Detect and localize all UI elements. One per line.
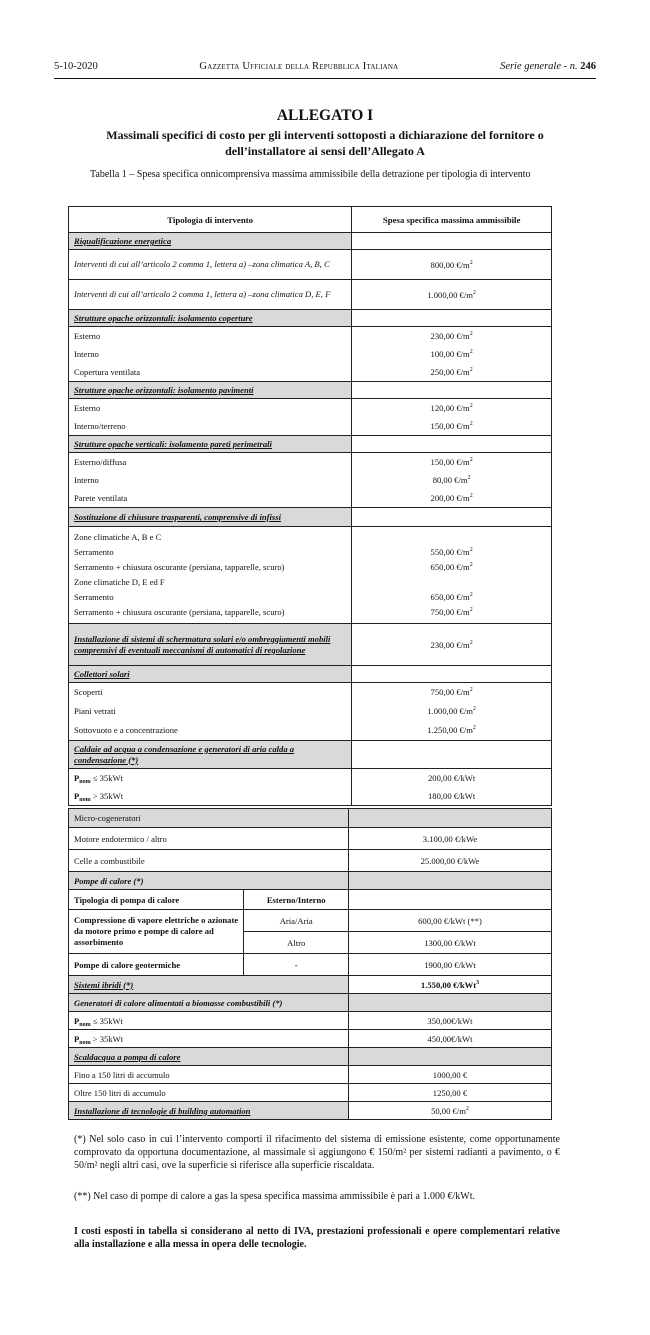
cost-table-2 (68, 808, 552, 1120)
row-values (352, 527, 552, 624)
row-value: 450,00€/kWt (348, 1030, 551, 1048)
row-value: 1.250,00 $€/m^2$ (427, 725, 476, 735)
row-value: 200,00 $€/m^2$ (430, 493, 473, 503)
header-date: 5-10-2020 (54, 61, 98, 72)
row-mid: - (244, 954, 349, 976)
row-labels (69, 683, 352, 741)
row-value: 50,00 $€/m^2$ (348, 1102, 551, 1120)
row-labels (69, 527, 352, 624)
zone-label: Zone climatiche A, B e C (74, 532, 162, 542)
section-row (69, 872, 552, 890)
row-value: 1900,00 €/kWt (348, 954, 551, 976)
table-row (69, 910, 552, 932)
section-row (69, 1102, 552, 1120)
section-row (69, 508, 552, 527)
section-row (69, 436, 552, 453)
table-row (69, 1030, 552, 1048)
section-row (69, 1048, 552, 1066)
annex-subtitle: Massimali specifici di costo per gli interventi sottoposti a dichiarazione del fornitore o dell’installatore ai sensi dell’Allegato A (106, 128, 544, 158)
section-row (69, 382, 552, 399)
row-values (352, 327, 552, 382)
table-row-group (69, 527, 552, 624)
row-mid: Altro (244, 932, 349, 954)
subheader-ext-int: Esterno/Interno (244, 890, 349, 910)
col-header-type: Tipologia di intervento (69, 207, 352, 233)
subheader-type: Tipologia di pompa di calore (69, 890, 244, 910)
row-label: Sottovuoto e a concentrazione (74, 725, 178, 735)
row-value: 100,00 $€/m^2$ (430, 349, 473, 359)
row-label: Interno (74, 475, 99, 485)
row-mid: Aria/Aria (244, 910, 349, 932)
section-row (69, 994, 552, 1012)
row-label: Serramento + chiusura oscurante (persiana, tapparelle, scuro) (74, 562, 285, 572)
row-value: 120,00 $€/m^2$ (430, 403, 473, 413)
row-value: 650,00 $€/m^2$ (430, 592, 473, 602)
section-row (69, 624, 552, 666)
zone-label: Zone climatiche D, E ed F (74, 577, 165, 587)
row-labels (69, 327, 352, 382)
page-header (54, 61, 596, 77)
row-label: Esterno (74, 403, 101, 413)
table-row (69, 1066, 552, 1084)
row-label: Motore endotermico / altro (69, 828, 349, 850)
header-series (500, 61, 596, 72)
row-label: Parete ventilata (74, 493, 128, 503)
row-labels (69, 769, 352, 806)
row-label: Scoperti (74, 687, 103, 697)
row-value: 650,00 $€/m^2$ (430, 562, 473, 572)
table-row-group (69, 683, 552, 741)
row-values (352, 683, 552, 741)
row-labels (69, 453, 352, 508)
row-label: Interventi di cui all’articolo 2 comma 1, lettera a) –zona climatica D, E, F (69, 280, 352, 310)
row-label: Esterno/diffusa (74, 457, 127, 467)
row-label: Pompe di calore geotermiche (69, 954, 244, 976)
row-value: 230,00 $€/m^2$ (352, 624, 552, 666)
row-value: 550,00 $€/m^2$ (430, 547, 473, 557)
section-row (69, 666, 552, 683)
table-row-group (69, 769, 552, 806)
table-row-group (69, 453, 552, 508)
table-row (69, 1084, 552, 1102)
section-title: Strutture opache orizzontali: isolamento pavimenti (69, 382, 352, 399)
row-value: 800,00 $€/m^2$ (352, 250, 552, 280)
footnote-single-asterisk: (*) Nel solo caso in cui l’intervento comporti il rifacimento del sistema di emissione esistente, come opportunamente comprovato da opportuna documentazione, al massimale si aggiungono € 150/m² per sistemi radianti a pavimento, o € 50/m² negli altri casi, ove la superficie si riferisce alla superficie riscaldata. (74, 1134, 560, 1171)
row-values (352, 453, 552, 508)
section-title: Installazione di tecnologie di building automation (69, 1102, 349, 1120)
header-gazette: Gazzetta Ufficiale della Repubblica Italiana (199, 61, 399, 72)
table-row (69, 828, 552, 850)
row-values (352, 769, 552, 806)
section-title: Micro-cogeneratori (69, 809, 349, 828)
section-title: Sistemi ibridi (*) (69, 976, 349, 994)
section-title: Scaldacqua a pompa di calore (69, 1048, 349, 1066)
row-value: 150,00 $€/m^2$ (430, 457, 473, 467)
row-value: 250,00 $€/m^2$ (430, 367, 473, 377)
section-title: Pompe di calore (*) (69, 872, 349, 890)
row-label: Serramento (74, 547, 114, 557)
row-label: $P_{nom} \le 35kWt$ (69, 1012, 349, 1030)
table-row (69, 250, 552, 280)
table-row-group (69, 327, 552, 382)
section-row (69, 741, 552, 769)
row-value: 1300,00 €/kWt (348, 932, 551, 954)
row-value: 3.100,00 €/kWe (348, 828, 551, 850)
row-label: Copertura ventilata (74, 367, 141, 377)
table-subheader-row (69, 890, 552, 910)
section-title: Strutture opache verticali: isolamento pareti perimetrali (69, 436, 352, 453)
row-value: 80,00 $€/m^2$ (432, 475, 471, 485)
row-label: Serramento (74, 592, 114, 602)
annex-title: ALLEGATO I (276, 107, 374, 124)
header-rule (54, 78, 596, 79)
header-series-number: 246 (580, 61, 596, 72)
row-value: 25.000,00 €/kWe (348, 850, 551, 872)
row-value: 600,00 €/kWt (**) (348, 910, 551, 932)
section-row (69, 809, 552, 828)
row-value: 200,00 €/kWt (427, 773, 476, 783)
section-title: Installazione di sistemi di schermatura solari e/o ombreggiamenti mobili comprensivi di eventuali meccanismi di automatici di regolazione (69, 624, 352, 666)
row-label: Interno/terreno (74, 421, 126, 431)
row-value: 1.000,00 $€/m^2$ (427, 706, 476, 716)
row-value: 1000,00 € (348, 1066, 551, 1084)
row-value: 180,00 €/kWt (427, 791, 476, 801)
section-title: Collettori solari (69, 666, 352, 683)
row-label: Piani vetrati (74, 706, 116, 716)
section-title: Riqualificazione energetica (69, 233, 352, 250)
section-title: Caldaie ad acqua a condensazione e generatori di aria calda a condensazione (*) (69, 741, 352, 769)
table-row (69, 1012, 552, 1030)
row-value: 1.550,00 €/kWt$^3$ (348, 976, 551, 994)
row-value: 1250,00 € (348, 1084, 551, 1102)
row-label: Celle a combustibile (69, 850, 349, 872)
row-label: Interno (74, 349, 99, 359)
row-value: 750,00 $€/m^2$ (430, 687, 473, 697)
row-label: Compressione di vapore elettriche o azionate da motore primo e pompe di calore ad assorbimento (69, 910, 244, 954)
row-value: 1.000,00 $€/m^2$ (352, 280, 552, 310)
table-caption: Tabella 1 – Spesa specifica onnicomprensiva massima ammissibile della detrazione per tipologia di intervento (90, 169, 531, 180)
section-row (69, 310, 552, 327)
table-row (69, 280, 552, 310)
section-row (69, 976, 552, 994)
row-label: Serramento + chiusura oscurante (persiana, tapparelle, scuro) (74, 607, 285, 617)
closing-statement: I costi esposti in tabella si considerano al netto di IVA, prestazioni professionali e opere complementari relative alla installazione e alla messa in opera delle tecnologie. (74, 1226, 560, 1250)
row-values (352, 399, 552, 436)
section-title: Sostituzione di chiusure trasparenti, comprensive di infissi (69, 508, 352, 527)
section-title: Strutture opache orizzontali: isolamento coperture (69, 310, 352, 327)
section-title: Generatori di calore alimentati a biomasse combustibili (*) (69, 994, 349, 1012)
table-header-row (69, 207, 552, 233)
row-label: $P_{nom} \le 35kWt$ (74, 773, 123, 785)
table-row (69, 850, 552, 872)
row-label: Interventi di cui all’articolo 2 comma 1, lettera a) –zona climatica A, B, C (69, 250, 352, 280)
cost-table-1 (68, 206, 552, 806)
footnote-double-asterisk: (**) Nel caso di pompe di calore a gas la spesa specifica massima ammissibile è pari a 1.000 €/kWt. (74, 1191, 475, 1202)
row-label: Oltre 150 litri di accumulo (69, 1084, 349, 1102)
row-value: 230,00 $€/m^2$ (430, 331, 473, 341)
section-row (69, 233, 552, 250)
table-row-group (69, 399, 552, 436)
header-series-prefix: Serie generale - n. (500, 61, 581, 72)
row-labels (69, 399, 352, 436)
row-value: 150,00 $€/m^2$ (430, 421, 473, 431)
row-value: 750,00 $€/m^2$ (430, 607, 473, 617)
row-label: $P_{nom} > 35kWt$ (69, 1030, 349, 1048)
row-label: Esterno (74, 331, 101, 341)
row-value: 350,00€/kWt (348, 1012, 551, 1030)
row-label: $P_{nom} > 35kWt$ (74, 791, 124, 803)
table-row (69, 954, 552, 976)
col-header-cost: Spesa specifica massima ammissibile (352, 207, 552, 233)
row-label: Fino a 150 litri di accumulo (69, 1066, 349, 1084)
